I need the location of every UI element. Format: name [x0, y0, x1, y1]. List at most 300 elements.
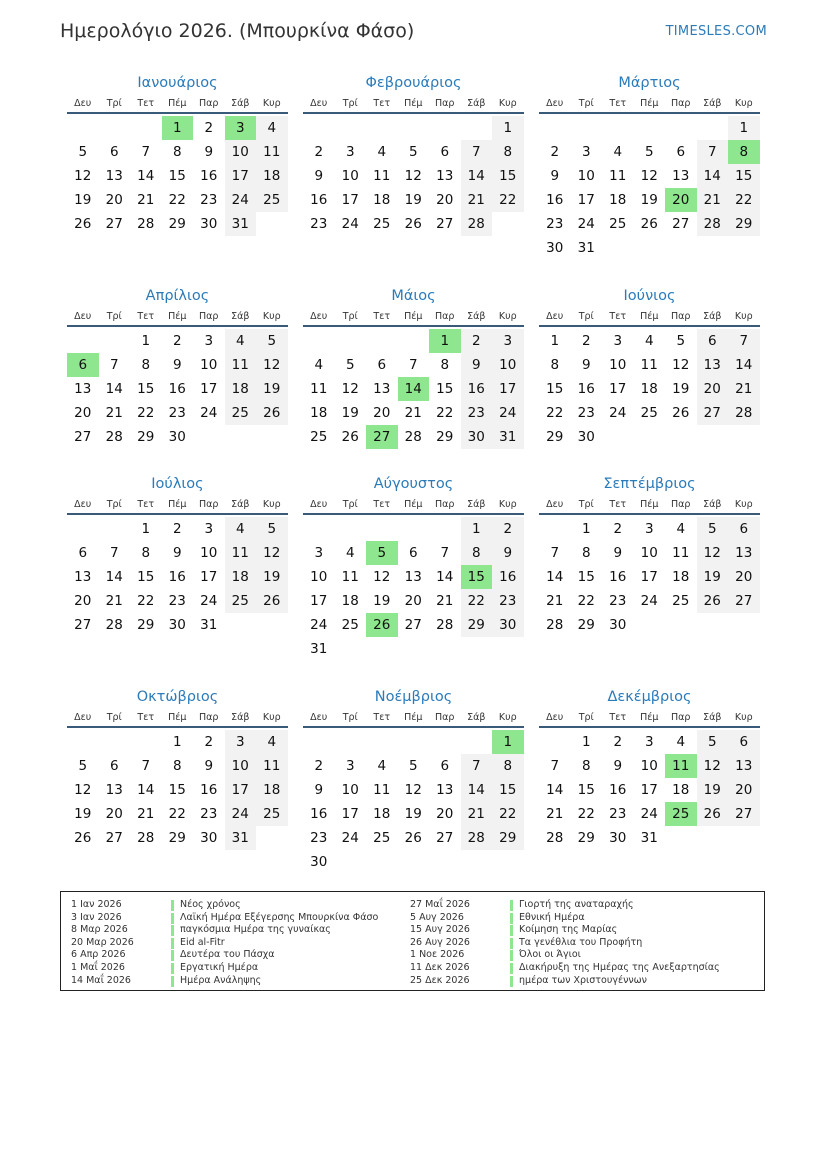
day-cell[interactable]: 18: [609, 192, 627, 208]
day-cell[interactable]: 21: [461, 188, 493, 212]
day-cell[interactable]: 25: [672, 593, 690, 609]
day-cell[interactable]: 23: [546, 216, 564, 232]
day-cell[interactable]: 20: [74, 405, 92, 421]
day-cell[interactable]: 15: [728, 164, 760, 188]
day-cell[interactable]: 20: [74, 593, 92, 609]
day-cell[interactable]: 18: [256, 164, 288, 188]
day-cell[interactable]: 22: [492, 188, 524, 212]
holiday-day-cell[interactable]: 11: [665, 754, 697, 778]
day-cell[interactable]: 8: [141, 545, 151, 561]
day-cell[interactable]: 24: [640, 593, 658, 609]
day-cell[interactable]: 11: [225, 353, 257, 377]
day-cell[interactable]: 4: [644, 333, 654, 349]
holiday-day-cell[interactable]: 5: [366, 541, 398, 565]
day-cell[interactable]: 21: [461, 802, 493, 826]
day-cell[interactable]: 24: [200, 405, 218, 421]
day-cell[interactable]: 3: [644, 734, 654, 750]
day-cell[interactable]: 5: [408, 144, 418, 160]
day-cell[interactable]: 31: [225, 826, 257, 850]
day-cell[interactable]: 27: [105, 216, 123, 232]
day-cell[interactable]: 10: [225, 754, 257, 778]
day-cell[interactable]: 7: [550, 758, 560, 774]
day-cell[interactable]: 3: [345, 144, 355, 160]
day-cell[interactable]: 17: [492, 377, 524, 401]
day-cell[interactable]: 16: [461, 377, 493, 401]
day-cell[interactable]: 15: [436, 381, 454, 397]
day-cell[interactable]: 12: [672, 357, 690, 373]
day-cell[interactable]: 2: [461, 329, 493, 353]
day-cell[interactable]: 19: [404, 806, 422, 822]
day-cell[interactable]: 23: [168, 593, 186, 609]
day-cell[interactable]: 13: [728, 754, 760, 778]
day-cell[interactable]: 13: [728, 541, 760, 565]
day-cell[interactable]: 13: [404, 569, 422, 585]
day-cell[interactable]: 21: [105, 593, 123, 609]
day-cell[interactable]: 29: [577, 617, 595, 633]
day-cell[interactable]: 6: [728, 730, 760, 754]
day-cell[interactable]: 17: [225, 778, 257, 802]
day-cell[interactable]: 30: [200, 830, 218, 846]
day-cell[interactable]: 9: [314, 782, 324, 798]
day-cell[interactable]: 28: [105, 617, 123, 633]
day-cell[interactable]: 28: [461, 826, 493, 850]
holiday-day-cell[interactable]: 3: [225, 116, 257, 140]
day-cell[interactable]: 21: [105, 405, 123, 421]
day-cell[interactable]: 2: [172, 521, 182, 537]
day-cell[interactable]: 16: [577, 381, 595, 397]
day-cell[interactable]: 2: [172, 333, 182, 349]
day-cell[interactable]: 29: [728, 212, 760, 236]
day-cell[interactable]: 28: [105, 429, 123, 445]
day-cell[interactable]: 2: [613, 521, 623, 537]
day-cell[interactable]: 10: [609, 357, 627, 373]
holiday-day-cell[interactable]: 14: [398, 377, 430, 401]
day-cell[interactable]: 22: [577, 806, 595, 822]
holiday-day-cell[interactable]: 26: [366, 613, 398, 637]
day-cell[interactable]: 4: [676, 521, 686, 537]
day-cell[interactable]: 7: [440, 545, 450, 561]
day-cell[interactable]: 28: [546, 830, 564, 846]
day-cell[interactable]: 29: [137, 429, 155, 445]
day-cell[interactable]: 8: [550, 357, 560, 373]
day-cell[interactable]: 5: [697, 517, 729, 541]
day-cell[interactable]: 23: [609, 806, 627, 822]
day-cell[interactable]: 16: [200, 168, 218, 184]
day-cell[interactable]: 15: [492, 164, 524, 188]
day-cell[interactable]: 31: [492, 425, 524, 449]
day-cell[interactable]: 30: [200, 216, 218, 232]
day-cell[interactable]: 14: [697, 164, 729, 188]
holiday-day-cell[interactable]: 6: [67, 353, 99, 377]
day-cell[interactable]: 16: [492, 565, 524, 589]
day-cell[interactable]: 3: [204, 521, 214, 537]
day-cell[interactable]: 16: [310, 192, 328, 208]
day-cell[interactable]: 24: [225, 188, 257, 212]
day-cell[interactable]: 9: [492, 541, 524, 565]
day-cell[interactable]: 27: [404, 617, 422, 633]
day-cell[interactable]: 14: [436, 569, 454, 585]
day-cell[interactable]: 27: [105, 830, 123, 846]
day-cell[interactable]: 2: [204, 734, 214, 750]
day-cell[interactable]: 16: [609, 569, 627, 585]
day-cell[interactable]: 14: [546, 569, 564, 585]
day-cell[interactable]: 10: [341, 782, 359, 798]
day-cell[interactable]: 15: [492, 778, 524, 802]
day-cell[interactable]: 29: [436, 429, 454, 445]
day-cell[interactable]: 12: [256, 541, 288, 565]
day-cell[interactable]: 6: [109, 758, 119, 774]
day-cell[interactable]: 3: [204, 333, 214, 349]
day-cell[interactable]: 2: [492, 517, 524, 541]
day-cell[interactable]: 16: [310, 806, 328, 822]
day-cell[interactable]: 26: [404, 216, 422, 232]
day-cell[interactable]: 17: [225, 164, 257, 188]
day-cell[interactable]: 6: [440, 758, 450, 774]
day-cell[interactable]: 13: [436, 168, 454, 184]
day-cell[interactable]: 11: [256, 140, 288, 164]
day-cell[interactable]: 8: [172, 758, 182, 774]
day-cell[interactable]: 22: [168, 806, 186, 822]
day-cell[interactable]: 1: [728, 116, 760, 140]
day-cell[interactable]: 26: [74, 830, 92, 846]
day-cell[interactable]: 10: [225, 140, 257, 164]
day-cell[interactable]: 14: [105, 381, 123, 397]
day-cell[interactable]: 23: [609, 593, 627, 609]
day-cell[interactable]: 17: [640, 569, 658, 585]
day-cell[interactable]: 28: [697, 212, 729, 236]
day-cell[interactable]: 22: [492, 802, 524, 826]
day-cell[interactable]: 4: [676, 734, 686, 750]
day-cell[interactable]: 13: [373, 381, 391, 397]
day-cell[interactable]: 29: [168, 216, 186, 232]
day-cell[interactable]: 23: [200, 806, 218, 822]
day-cell[interactable]: 19: [697, 778, 729, 802]
day-cell[interactable]: 9: [314, 168, 324, 184]
day-cell[interactable]: 16: [168, 569, 186, 585]
day-cell[interactable]: 4: [314, 357, 324, 373]
day-cell[interactable]: 12: [404, 168, 422, 184]
day-cell[interactable]: 8: [461, 541, 493, 565]
day-cell[interactable]: 12: [256, 353, 288, 377]
day-cell[interactable]: 18: [256, 778, 288, 802]
day-cell[interactable]: 24: [577, 216, 595, 232]
day-cell[interactable]: 11: [256, 754, 288, 778]
day-cell[interactable]: 17: [577, 192, 595, 208]
day-cell[interactable]: 12: [697, 541, 729, 565]
day-cell[interactable]: 20: [404, 593, 422, 609]
day-cell[interactable]: 2: [550, 144, 560, 160]
day-cell[interactable]: 5: [256, 517, 288, 541]
day-cell[interactable]: 29: [577, 830, 595, 846]
day-cell[interactable]: 22: [577, 593, 595, 609]
day-cell[interactable]: 30: [546, 240, 564, 256]
holiday-day-cell[interactable]: 27: [366, 425, 398, 449]
day-cell[interactable]: 6: [440, 144, 450, 160]
day-cell[interactable]: 6: [377, 357, 387, 373]
day-cell[interactable]: 4: [345, 545, 355, 561]
day-cell[interactable]: 3: [613, 333, 623, 349]
day-cell[interactable]: 1: [492, 116, 524, 140]
day-cell[interactable]: 15: [168, 168, 186, 184]
day-cell[interactable]: 20: [105, 192, 123, 208]
day-cell[interactable]: 14: [137, 168, 155, 184]
day-cell[interactable]: 30: [577, 429, 595, 445]
day-cell[interactable]: 26: [697, 802, 729, 826]
day-cell[interactable]: 5: [345, 357, 355, 373]
day-cell[interactable]: 5: [78, 144, 88, 160]
day-cell[interactable]: 16: [168, 381, 186, 397]
day-cell[interactable]: 10: [492, 353, 524, 377]
day-cell[interactable]: 20: [728, 565, 760, 589]
day-cell[interactable]: 24: [200, 593, 218, 609]
day-cell[interactable]: 10: [640, 758, 658, 774]
day-cell[interactable]: 31: [640, 830, 658, 846]
day-cell[interactable]: 15: [137, 569, 155, 585]
day-cell[interactable]: 10: [341, 168, 359, 184]
day-cell[interactable]: 26: [256, 401, 288, 425]
day-cell[interactable]: 11: [672, 545, 690, 561]
day-cell[interactable]: 21: [137, 806, 155, 822]
day-cell[interactable]: 19: [697, 565, 729, 589]
day-cell[interactable]: 16: [546, 192, 564, 208]
day-cell[interactable]: 7: [550, 545, 560, 561]
day-cell[interactable]: 3: [314, 545, 324, 561]
day-cell[interactable]: 22: [546, 405, 564, 421]
day-cell[interactable]: 19: [672, 381, 690, 397]
day-cell[interactable]: 10: [200, 357, 218, 373]
day-cell[interactable]: 11: [341, 569, 359, 585]
day-cell[interactable]: 8: [581, 758, 591, 774]
day-cell[interactable]: 5: [78, 758, 88, 774]
day-cell[interactable]: 27: [697, 401, 729, 425]
day-cell[interactable]: 27: [672, 216, 690, 232]
holiday-day-cell[interactable]: 15: [461, 565, 493, 589]
day-cell[interactable]: 18: [373, 806, 391, 822]
day-cell[interactable]: 17: [200, 381, 218, 397]
day-cell[interactable]: 20: [436, 192, 454, 208]
holiday-day-cell[interactable]: 25: [665, 802, 697, 826]
day-cell[interactable]: 8: [172, 144, 182, 160]
day-cell[interactable]: 19: [74, 806, 92, 822]
holiday-day-cell[interactable]: 1: [429, 329, 461, 353]
day-cell[interactable]: 27: [436, 830, 454, 846]
day-cell[interactable]: 14: [546, 782, 564, 798]
day-cell[interactable]: 10: [310, 569, 328, 585]
day-cell[interactable]: 25: [256, 188, 288, 212]
day-cell[interactable]: 6: [109, 144, 119, 160]
day-cell[interactable]: 5: [644, 144, 654, 160]
day-cell[interactable]: 25: [225, 401, 257, 425]
day-cell[interactable]: 21: [728, 377, 760, 401]
day-cell[interactable]: 10: [200, 545, 218, 561]
day-cell[interactable]: 21: [404, 405, 422, 421]
day-cell[interactable]: 6: [676, 144, 686, 160]
day-cell[interactable]: 20: [436, 806, 454, 822]
day-cell[interactable]: 3: [225, 730, 257, 754]
day-cell[interactable]: 11: [640, 357, 658, 373]
day-cell[interactable]: 25: [256, 802, 288, 826]
day-cell[interactable]: 12: [74, 168, 92, 184]
day-cell[interactable]: 22: [137, 593, 155, 609]
day-cell[interactable]: 13: [105, 168, 123, 184]
day-cell[interactable]: 26: [697, 589, 729, 613]
day-cell[interactable]: 30: [609, 830, 627, 846]
day-cell[interactable]: 22: [168, 192, 186, 208]
day-cell[interactable]: 19: [640, 192, 658, 208]
day-cell[interactable]: 22: [436, 405, 454, 421]
day-cell[interactable]: 13: [74, 381, 92, 397]
day-cell[interactable]: 21: [697, 188, 729, 212]
holiday-day-cell[interactable]: 8: [728, 140, 760, 164]
site-logo[interactable]: TIMESLES.COM: [665, 24, 767, 39]
holiday-day-cell[interactable]: 1: [492, 730, 524, 754]
day-cell[interactable]: 15: [577, 569, 595, 585]
day-cell[interactable]: 4: [256, 730, 288, 754]
day-cell[interactable]: 9: [581, 357, 591, 373]
day-cell[interactable]: 28: [137, 830, 155, 846]
day-cell[interactable]: 14: [105, 569, 123, 585]
day-cell[interactable]: 17: [640, 782, 658, 798]
day-cell[interactable]: 28: [436, 617, 454, 633]
day-cell[interactable]: 9: [204, 144, 214, 160]
day-cell[interactable]: 13: [105, 782, 123, 798]
day-cell[interactable]: 25: [225, 589, 257, 613]
day-cell[interactable]: 30: [461, 425, 493, 449]
day-cell[interactable]: 9: [550, 168, 560, 184]
day-cell[interactable]: 19: [373, 593, 391, 609]
day-cell[interactable]: 8: [581, 545, 591, 561]
day-cell[interactable]: 19: [256, 377, 288, 401]
day-cell[interactable]: 24: [492, 401, 524, 425]
day-cell[interactable]: 1: [461, 517, 493, 541]
day-cell[interactable]: 21: [546, 593, 564, 609]
day-cell[interactable]: 24: [341, 216, 359, 232]
day-cell[interactable]: 28: [546, 617, 564, 633]
day-cell[interactable]: 10: [577, 168, 595, 184]
day-cell[interactable]: 25: [609, 216, 627, 232]
day-cell[interactable]: 6: [78, 545, 88, 561]
day-cell[interactable]: 7: [461, 140, 493, 164]
day-cell[interactable]: 1: [172, 734, 182, 750]
day-cell[interactable]: 30: [168, 617, 186, 633]
day-cell[interactable]: 12: [373, 569, 391, 585]
day-cell[interactable]: 29: [137, 617, 155, 633]
day-cell[interactable]: 18: [640, 381, 658, 397]
day-cell[interactable]: 19: [341, 405, 359, 421]
day-cell[interactable]: 25: [310, 429, 328, 445]
day-cell[interactable]: 19: [256, 565, 288, 589]
day-cell[interactable]: 4: [377, 758, 387, 774]
day-cell[interactable]: 25: [341, 617, 359, 633]
day-cell[interactable]: 28: [728, 401, 760, 425]
day-cell[interactable]: 26: [640, 216, 658, 232]
day-cell[interactable]: 17: [609, 381, 627, 397]
day-cell[interactable]: 6: [697, 329, 729, 353]
day-cell[interactable]: 3: [345, 758, 355, 774]
day-cell[interactable]: 2: [613, 734, 623, 750]
holiday-day-cell[interactable]: 1: [162, 116, 194, 140]
day-cell[interactable]: 9: [172, 545, 182, 561]
day-cell[interactable]: 12: [697, 754, 729, 778]
day-cell[interactable]: 15: [577, 782, 595, 798]
day-cell[interactable]: 4: [225, 329, 257, 353]
day-cell[interactable]: 20: [697, 377, 729, 401]
day-cell[interactable]: 21: [546, 806, 564, 822]
day-cell[interactable]: 17: [200, 569, 218, 585]
day-cell[interactable]: 17: [341, 192, 359, 208]
day-cell[interactable]: 25: [373, 830, 391, 846]
day-cell[interactable]: 9: [613, 545, 623, 561]
day-cell[interactable]: 24: [609, 405, 627, 421]
day-cell[interactable]: 30: [492, 613, 524, 637]
day-cell[interactable]: 16: [200, 782, 218, 798]
day-cell[interactable]: 7: [408, 357, 418, 373]
day-cell[interactable]: 15: [168, 782, 186, 798]
day-cell[interactable]: 28: [137, 216, 155, 232]
day-cell[interactable]: 4: [613, 144, 623, 160]
day-cell[interactable]: 12: [341, 381, 359, 397]
day-cell[interactable]: 13: [74, 569, 92, 585]
day-cell[interactable]: 20: [105, 806, 123, 822]
day-cell[interactable]: 8: [492, 140, 524, 164]
day-cell[interactable]: 27: [436, 216, 454, 232]
day-cell[interactable]: 12: [74, 782, 92, 798]
day-cell[interactable]: 4: [225, 517, 257, 541]
day-cell[interactable]: 9: [461, 353, 493, 377]
day-cell[interactable]: 24: [225, 802, 257, 826]
day-cell[interactable]: 2: [314, 144, 324, 160]
day-cell[interactable]: 26: [256, 589, 288, 613]
day-cell[interactable]: 11: [609, 168, 627, 184]
day-cell[interactable]: 18: [225, 565, 257, 589]
day-cell[interactable]: 22: [461, 589, 493, 613]
day-cell[interactable]: 27: [728, 802, 760, 826]
day-cell[interactable]: 1: [141, 521, 151, 537]
day-cell[interactable]: 19: [404, 192, 422, 208]
day-cell[interactable]: 12: [404, 782, 422, 798]
day-cell[interactable]: 6: [408, 545, 418, 561]
day-cell[interactable]: 16: [609, 782, 627, 798]
day-cell[interactable]: 27: [728, 589, 760, 613]
day-cell[interactable]: 5: [256, 329, 288, 353]
day-cell[interactable]: 30: [609, 617, 627, 633]
day-cell[interactable]: 9: [172, 357, 182, 373]
day-cell[interactable]: 17: [341, 806, 359, 822]
day-cell[interactable]: 2: [581, 333, 591, 349]
day-cell[interactable]: 24: [640, 806, 658, 822]
day-cell[interactable]: 24: [341, 830, 359, 846]
day-cell[interactable]: 28: [461, 212, 493, 236]
day-cell[interactable]: 7: [109, 545, 119, 561]
day-cell[interactable]: 29: [461, 613, 493, 637]
day-cell[interactable]: 25: [640, 405, 658, 421]
day-cell[interactable]: 14: [137, 782, 155, 798]
day-cell[interactable]: 30: [168, 429, 186, 445]
day-cell[interactable]: 23: [168, 405, 186, 421]
day-cell[interactable]: 26: [74, 216, 92, 232]
day-cell[interactable]: 23: [577, 405, 595, 421]
day-cell[interactable]: 7: [461, 754, 493, 778]
day-cell[interactable]: 7: [141, 758, 151, 774]
day-cell[interactable]: 22: [137, 405, 155, 421]
day-cell[interactable]: 2: [314, 758, 324, 774]
day-cell[interactable]: 5: [676, 333, 686, 349]
day-cell[interactable]: 29: [546, 429, 564, 445]
day-cell[interactable]: 21: [137, 192, 155, 208]
day-cell[interactable]: 26: [672, 405, 690, 421]
day-cell[interactable]: 13: [436, 782, 454, 798]
day-cell[interactable]: 22: [728, 188, 760, 212]
